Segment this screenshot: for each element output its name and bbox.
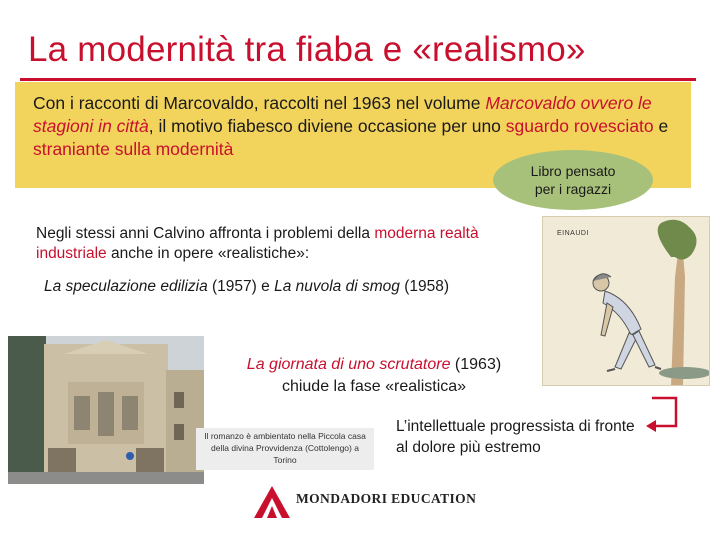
book-cover-publisher: EINAUDI	[557, 230, 589, 237]
intellectual-note: L’intellettuale progressista di fronte al dolore più estremo	[396, 418, 635, 456]
work-speculazione-year: (1957) e	[207, 278, 275, 295]
publisher-logo-text: MONDADORI EDUCATION	[296, 491, 477, 506]
work-speculazione: La speculazione edilizia	[44, 278, 208, 295]
intro-text-3: e	[653, 116, 669, 136]
mondadori-logo-icon	[252, 484, 292, 520]
work-scrutatore: La giornata di uno scrutatore	[246, 356, 451, 373]
slide-title: La modernità tra fiaba e «realismo»	[28, 30, 586, 69]
publisher-logo	[252, 484, 482, 520]
intro-highlight-2: straniante sulla modernità	[33, 139, 234, 159]
photo-caption: Il romanzo è ambientato nella Piccola casa della divina Provvidenza (Cottolengo) a Torino	[196, 428, 374, 470]
intro-book-title-a: Marcovaldo	[485, 93, 576, 113]
work-scrutatore-year: (1963)	[450, 356, 502, 373]
intro-book-title-b: ovvero le stagioni in città	[33, 93, 652, 136]
intro-text-1: Con i racconti di Marcovaldo, raccolti nel 1963 nel volume	[33, 93, 486, 113]
para2-text-2: anche in opere «realistiche»:	[106, 245, 310, 262]
return-arrow-icon	[644, 394, 688, 434]
intro-text-2: , il motivo fiabesco diviene occasione per uno	[148, 116, 506, 136]
work-nuvola-year: (1958)	[399, 278, 450, 295]
industrial-reality-paragraph	[36, 224, 526, 264]
para2-highlight: moderna realtà industriale	[36, 225, 479, 262]
scrutatore-title-line	[204, 354, 544, 376]
scrutatore-paragraph	[204, 354, 544, 398]
title-rule	[20, 78, 696, 81]
children-book-bubble	[493, 150, 653, 210]
realistic-works-line	[44, 278, 449, 296]
para2-text-1: Negli stessi anni Calvino affronta i problemi della	[36, 225, 375, 242]
cottolengo-building-image	[8, 336, 204, 484]
work-nuvola: La nuvola di smog	[274, 278, 400, 295]
intro-highlight-1: sguardo rovesciato	[505, 116, 654, 136]
scrutatore-closing-line: chiude la fase «realistica»	[281, 378, 467, 395]
bubble-line-2: per i ragazzi	[534, 181, 612, 197]
book-cover-illustration	[542, 216, 710, 386]
bubble-line-1: Libro pensato	[530, 163, 616, 179]
stooping-man-drawing	[543, 217, 710, 386]
building-photo	[8, 336, 204, 484]
